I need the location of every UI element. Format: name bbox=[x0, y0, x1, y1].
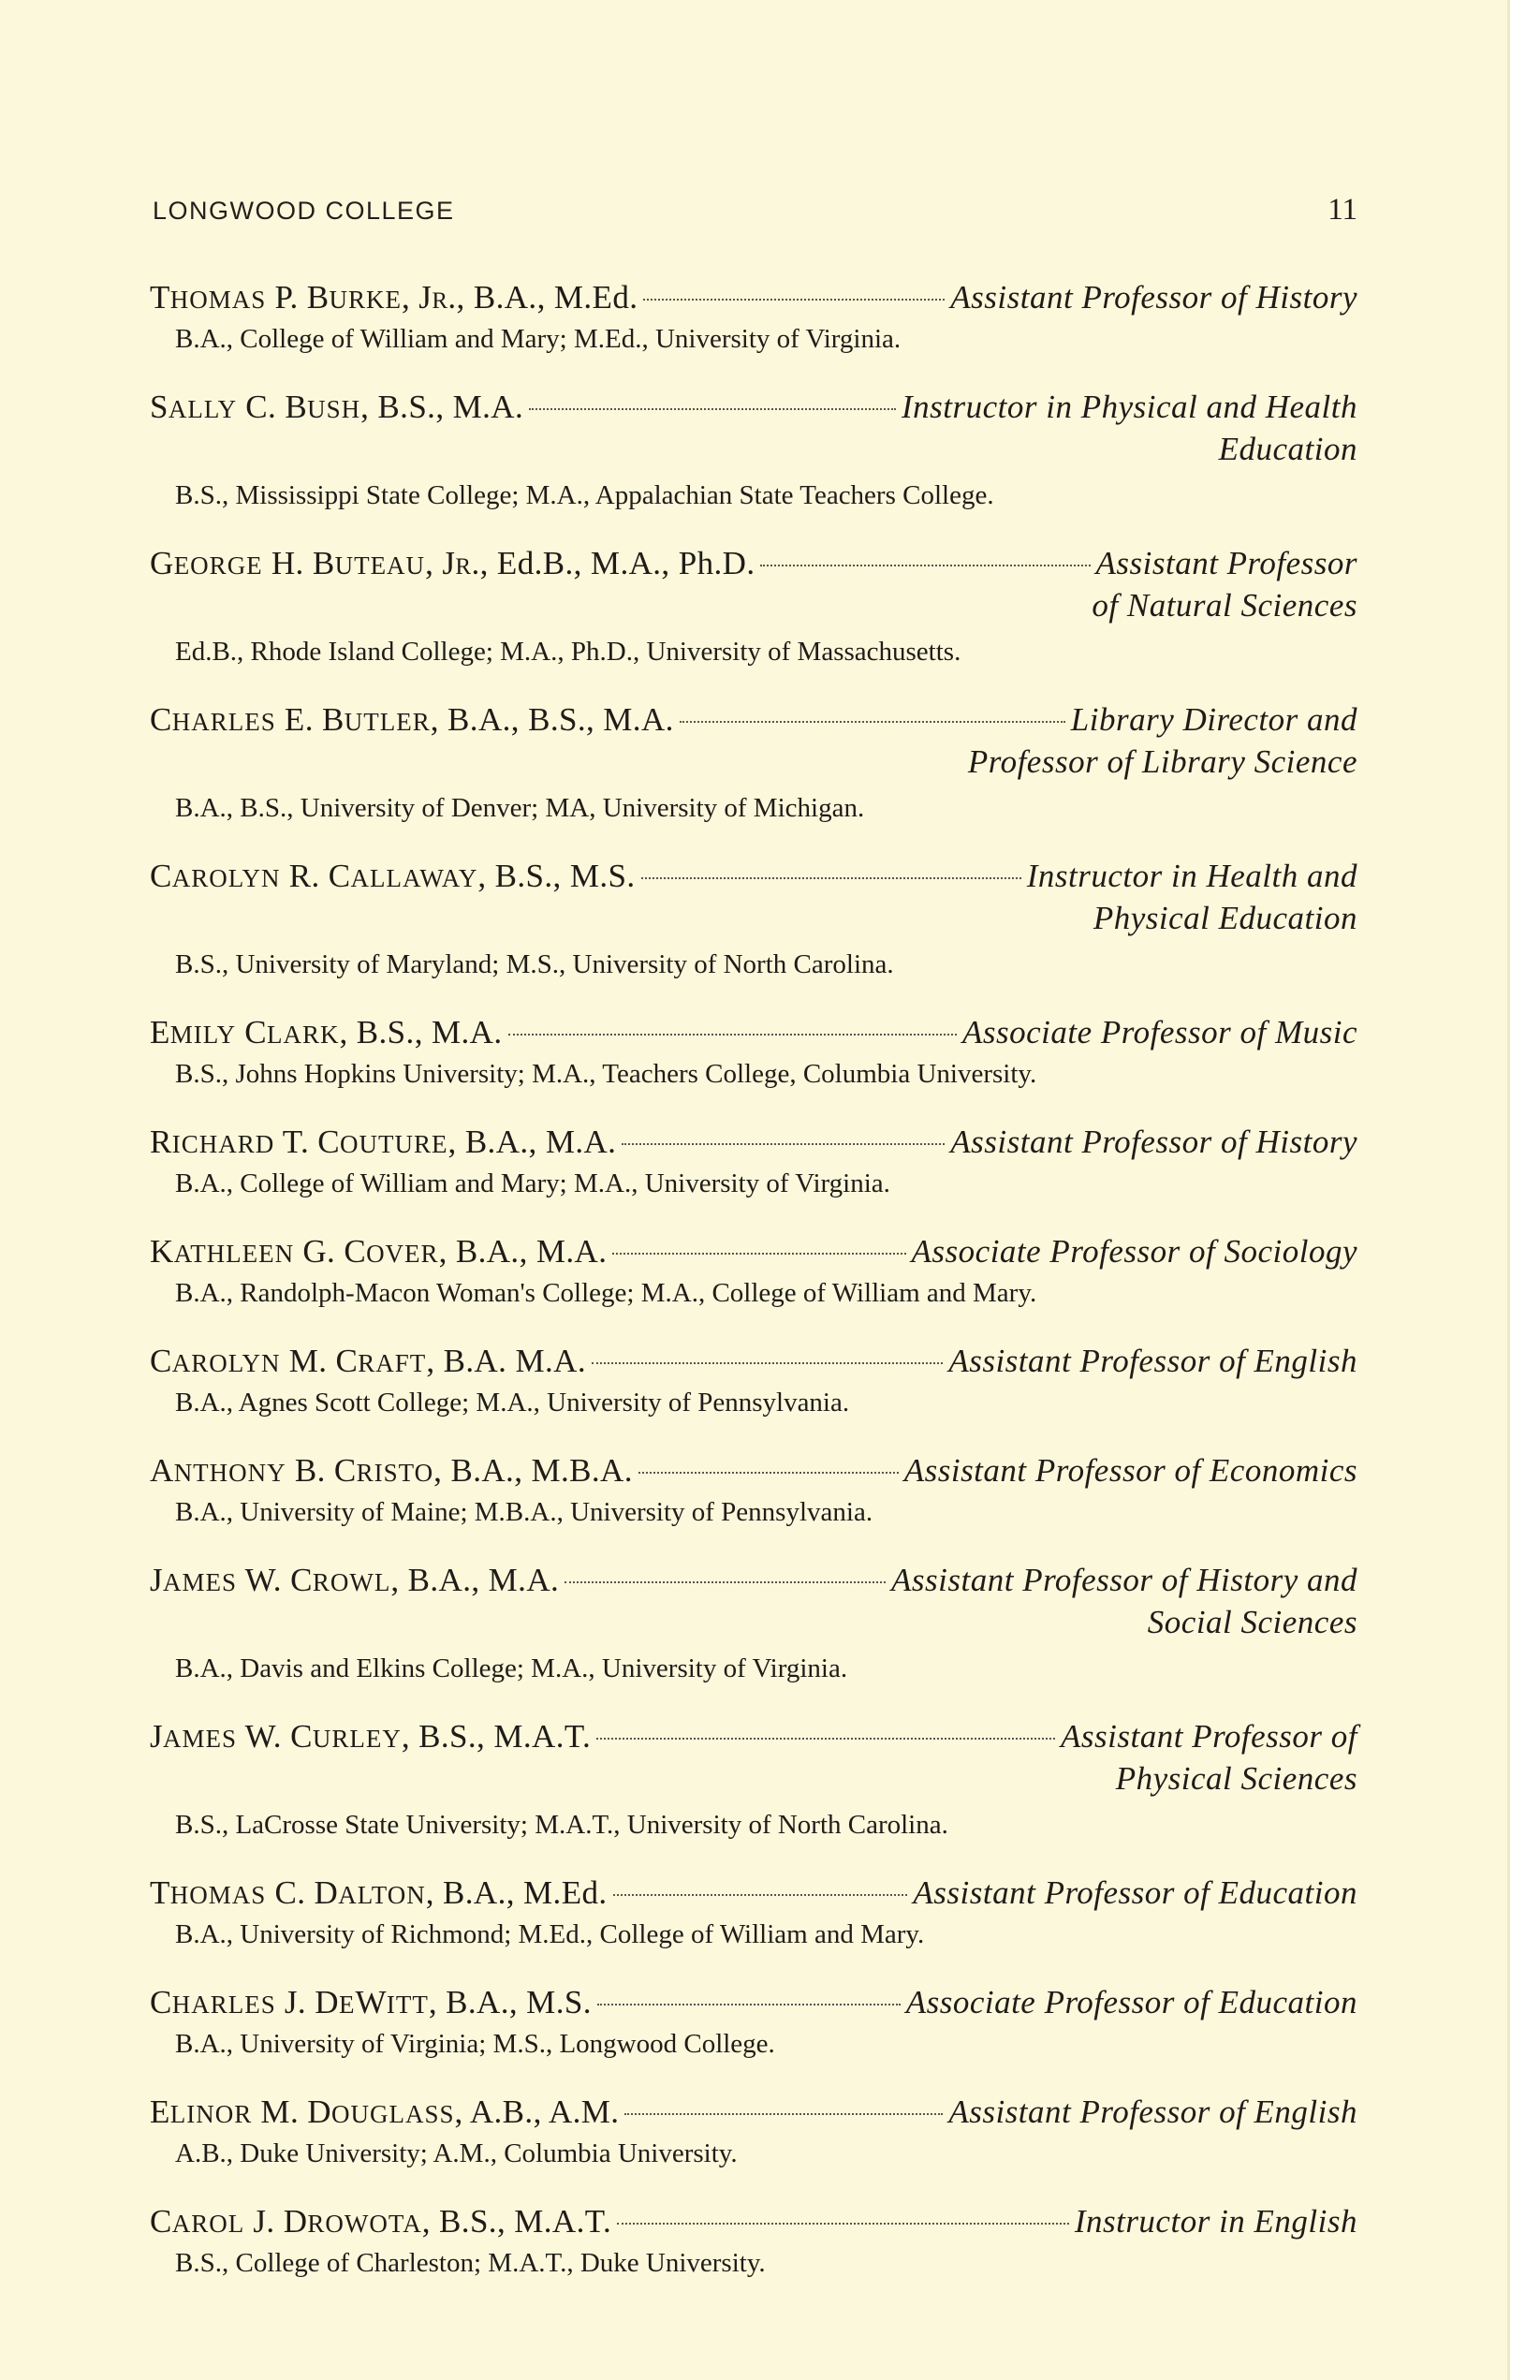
faculty-name: SALLY C. BUSH, B.S., M.A. bbox=[150, 389, 524, 425]
dot-leader bbox=[680, 721, 1065, 723]
page-number: 11 bbox=[1327, 193, 1357, 227]
faculty-degrees: B.S., LaCrosse State University; M.A.T., University of North Carolina. bbox=[175, 1810, 948, 1840]
dot-leader bbox=[638, 1472, 899, 1474]
faculty-position: Associate Professor of Sociology bbox=[911, 1233, 1357, 1270]
faculty-entry bbox=[150, 1718, 1357, 1845]
faculty-entry bbox=[150, 1874, 1357, 1955]
dot-leader bbox=[760, 565, 1090, 566]
faculty-position-continued: Professor of Library Science bbox=[967, 743, 1357, 780]
faculty-position-continued: Social Sciences bbox=[1147, 1604, 1357, 1640]
faculty-entry bbox=[150, 1562, 1357, 1689]
faculty-position: Associate Professor of Education bbox=[905, 1984, 1357, 2020]
faculty-position-continued: Education bbox=[1218, 431, 1357, 467]
faculty-name: EMILY CLARK, B.S., M.A. bbox=[150, 1014, 503, 1050]
faculty-name: THOMAS P. BURKE, Jr., B.A., M.Ed. bbox=[150, 279, 638, 316]
faculty-position-continued: of Natural Sciences bbox=[1092, 587, 1357, 624]
faculty-degrees: B.S., University of Maryland; M.S., University of North Carolina. bbox=[175, 949, 894, 979]
dot-leader bbox=[612, 1253, 905, 1255]
dot-leader bbox=[622, 1143, 945, 1145]
faculty-entry bbox=[150, 1233, 1357, 1314]
faculty-name: CAROL J. DROWOTA, B.S., M.A.T. bbox=[150, 2203, 612, 2240]
faculty-degrees: B.A., College of William and Mary; M.Ed., University of Virginia. bbox=[175, 324, 902, 354]
faculty-entry bbox=[150, 2094, 1357, 2174]
faculty-name: CHARLES J. DEWITT, B.A., M.S. bbox=[150, 1984, 592, 2020]
faculty-name: CAROLYN M. CRAFT, B.A. M.A. bbox=[150, 1343, 586, 1379]
faculty-name: THOMAS C. DALTON, B.A., M.Ed. bbox=[150, 1874, 608, 1911]
faculty-position: Library Director and bbox=[1070, 701, 1357, 738]
dot-leader bbox=[641, 877, 1021, 879]
faculty-degrees: B.S., Johns Hopkins University; M.A., Teachers College, Columbia University. bbox=[175, 1059, 1037, 1089]
faculty-name: CAROLYN R. CALLAWAY, B.S., M.S. bbox=[150, 858, 636, 894]
faculty-entry bbox=[150, 545, 1357, 672]
faculty-degrees: B.A., University of Virginia; M.S., Longwood College. bbox=[175, 2029, 775, 2059]
faculty-entry bbox=[150, 1984, 1357, 2064]
faculty-position: Assistant Professor of Economics bbox=[903, 1452, 1357, 1489]
faculty-position: Assistant Professor of History and bbox=[891, 1562, 1357, 1598]
dot-leader bbox=[597, 2004, 901, 2005]
faculty-degrees: B.A., B.S., University of Denver; MA, University of Michigan. bbox=[175, 793, 865, 823]
faculty-entry bbox=[150, 1124, 1357, 1204]
faculty-position: Assistant Professor of bbox=[1061, 1718, 1357, 1755]
faculty-entry bbox=[150, 1452, 1357, 1533]
faculty-degrees: Ed.B., Rhode Island College; M.A., Ph.D., University of Massachusetts. bbox=[175, 637, 961, 667]
faculty-degrees: B.S., College of Charleston; M.A.T., Duke University. bbox=[175, 2248, 766, 2278]
faculty-name: CHARLES E. BUTLER, B.A., B.S., M.A. bbox=[150, 701, 674, 738]
faculty-position: Assistant Professor of English bbox=[948, 1343, 1357, 1379]
faculty-degrees: B.A., University of Richmond; M.Ed., College of William and Mary. bbox=[175, 1919, 925, 1949]
faculty-name: ANTHONY B. CRISTO, B.A., M.B.A. bbox=[150, 1452, 633, 1489]
faculty-position: Associate Professor of Music bbox=[962, 1014, 1357, 1050]
faculty-degrees: A.B., Duke University; A.M., Columbia University. bbox=[175, 2138, 738, 2168]
faculty-position: Instructor in Health and bbox=[1026, 858, 1357, 894]
faculty-entry bbox=[150, 2203, 1357, 2284]
dot-leader bbox=[592, 1362, 943, 1364]
faculty-name: GEORGE H. BUTEAU, Jr., Ed.B., M.A., Ph.D. bbox=[150, 545, 755, 581]
faculty-position: Assistant Professor of English bbox=[948, 2094, 1357, 2130]
faculty-degrees: B.A., Davis and Elkins College; M.A., University of Virginia. bbox=[175, 1653, 848, 1683]
faculty-degrees: B.A., Randolph-Macon Woman's College; M.A., College of William and Mary. bbox=[175, 1278, 1037, 1308]
dot-leader bbox=[596, 1738, 1055, 1740]
faculty-entry bbox=[150, 858, 1357, 985]
faculty-entry bbox=[150, 1343, 1357, 1423]
faculty-position: Instructor in Physical and Health bbox=[901, 389, 1357, 425]
faculty-name: RICHARD T. COUTURE, B.A., M.A. bbox=[150, 1124, 617, 1160]
faculty-list bbox=[150, 279, 1357, 2313]
faculty-position: Assistant Professor of History bbox=[950, 279, 1357, 316]
faculty-position-continued: Physical Sciences bbox=[1115, 1760, 1357, 1797]
faculty-degrees: B.A., College of William and Mary; M.A., University of Virginia. bbox=[175, 1168, 890, 1198]
faculty-position-continued: Physical Education bbox=[1093, 900, 1357, 936]
faculty-name: JAMES W. CURLEY, B.S., M.A.T. bbox=[150, 1718, 592, 1755]
faculty-degrees: B.A., University of Maine; M.B.A., University of Pennsylvania. bbox=[175, 1497, 873, 1527]
faculty-entry bbox=[150, 701, 1357, 829]
faculty-entry bbox=[150, 389, 1357, 516]
dot-leader bbox=[617, 2223, 1069, 2225]
college-name: LONGWOOD COLLEGE bbox=[153, 197, 455, 225]
faculty-position: Instructor in English bbox=[1074, 2203, 1357, 2240]
dot-leader bbox=[643, 299, 945, 301]
dot-leader bbox=[565, 1581, 886, 1583]
faculty-degrees: B.A., Agnes Scott College; M.A., University of Pennsylvania. bbox=[175, 1388, 850, 1418]
dot-leader bbox=[508, 1034, 958, 1036]
dot-leader bbox=[613, 1894, 908, 1896]
faculty-name: ELINOR M. DOUGLASS, A.B., A.M. bbox=[150, 2094, 620, 2130]
faculty-entry bbox=[150, 1014, 1357, 1095]
dot-leader bbox=[624, 2113, 943, 2115]
dot-leader bbox=[529, 408, 896, 410]
faculty-position: Assistant Professor of Education bbox=[913, 1874, 1357, 1911]
running-header bbox=[153, 193, 1357, 228]
faculty-entry bbox=[150, 279, 1357, 360]
faculty-position: Assistant Professor bbox=[1095, 545, 1357, 581]
faculty-degrees: B.S., Mississippi State College; M.A., Appalachian State Teachers College. bbox=[175, 480, 994, 510]
faculty-position: Assistant Professor of History bbox=[950, 1124, 1357, 1160]
faculty-name: KATHLEEN G. COVER, B.A., M.A. bbox=[150, 1233, 608, 1270]
faculty-name: JAMES W. CROWL, B.A., M.A. bbox=[150, 1562, 560, 1598]
